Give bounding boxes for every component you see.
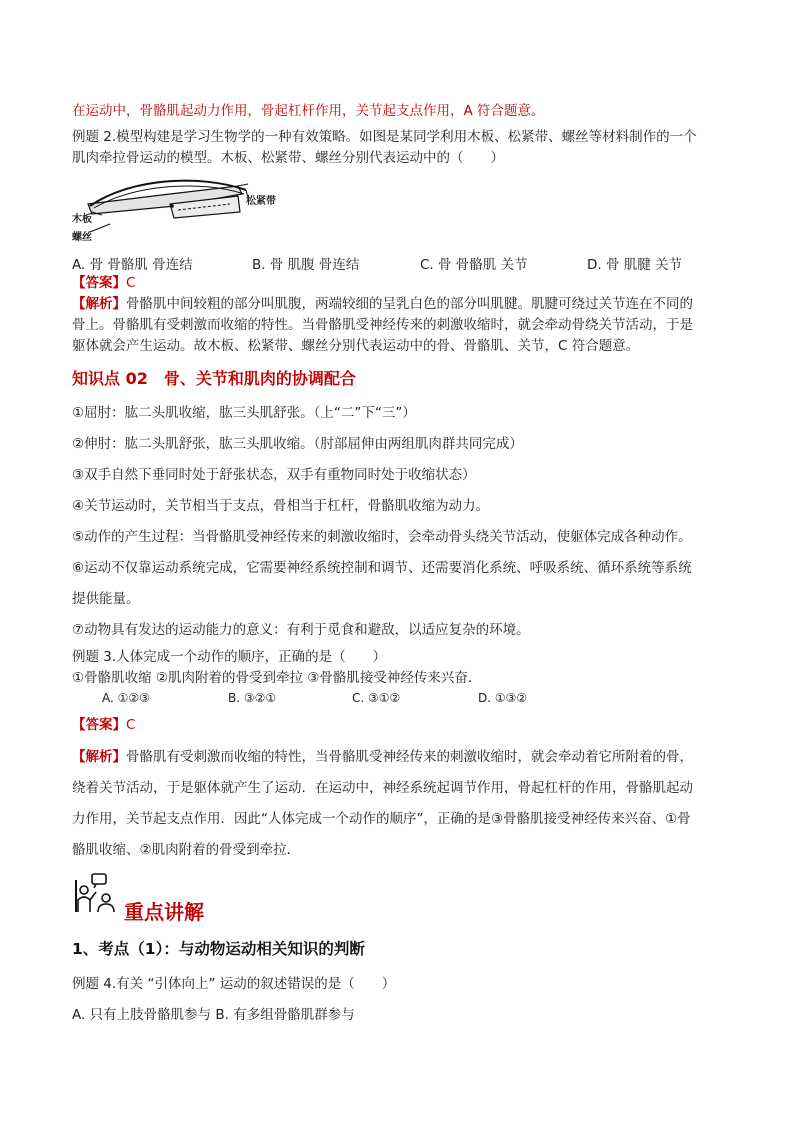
example-2-label: 例题 2.: [72, 129, 117, 145]
option-c[interactable]: C. 骨 骨骼肌 关节: [420, 257, 528, 273]
analysis-2-line3: 力作用，关节起支点作用．因此“人体完成一个动作的顺序”，正确的是③骨骼肌接受神经传来兴奋、①骨: [72, 811, 691, 827]
analysis-1: 【解析】骨骼肌中间较粗的部分叫肌腹，两端较细的呈乳白色的部分叫肌腱。肌腱可绕过关节连在不同的: [72, 296, 693, 312]
example-3-items: ①骨骼肌收缩 ②肌肉附着的骨受到牵拉 ③骨骼肌接受神经传来兴奋．: [72, 670, 482, 686]
example-2-question-cont: 肌肉牵拉骨运动的模型。木板、松紧带、螺丝分别代表运动中的（ ）: [72, 150, 504, 166]
focus-heading: 重点讲解: [124, 900, 204, 924]
option-d[interactable]: D. 骨 肌腱 关节: [587, 257, 683, 273]
point-1: ①屈肘：肱二头肌收缩，肱三头肌舒张。（上“二”下“三”）: [72, 405, 416, 421]
point-6-cont: 提供能量。: [72, 591, 140, 607]
explanation-line: 在运动中，骨骼肌起动力作用，骨起杠杆作用，关节起支点作用，A 符合题意。: [72, 103, 545, 119]
model-diagram: [70, 172, 285, 247]
exam-point-1-heading: 1、考点（1）：与动物运动相关知识的判断: [72, 940, 365, 958]
point-6: ⑥运动不仅靠运动系统完成，它需要神经系统控制和调节、还需要消化系统、呼吸系统、循环系统等系统: [72, 560, 692, 576]
answer-2: 【答案】C: [72, 717, 136, 733]
example-4-options: A. 只有上肢骨骼肌参与 B. 有多组骨骼肌群参与: [72, 1007, 355, 1023]
analysis-2-line4: 骼肌收缩、②肌肉附着的骨受到牵拉．: [72, 842, 301, 858]
option-b[interactable]: B. ③②①: [228, 691, 277, 705]
teacher-icon: [74, 872, 122, 916]
point-7: ⑦动物具有发达的运动能力的意义：有利于觅食和避敌，以适应复杂的环境。: [72, 622, 530, 638]
screw-dot: [170, 204, 174, 208]
example-4-question: 例题 4.有关 “引体向上” 运动的叙述错误的是（ ）: [72, 976, 396, 992]
example-3-question: 例题 3.人体完成一个动作的顺序，正确的是（ ）: [72, 649, 387, 665]
analysis-2-line2: 绕着关节活动，于是躯体就产生了运动．在运动中，神经系统起调节作用，骨起杠杆的作用，骨骼肌起动: [72, 780, 693, 796]
analysis-2: 【解析】骨骼肌有受刺激而收缩的特性，当骨骼肌受神经传来的刺激收缩时，就会牵动着它所附着的骨，: [72, 749, 693, 765]
option-b[interactable]: B. 骨 肌腹 骨连结: [252, 257, 360, 273]
model-figure: [70, 172, 285, 247]
point-5: ⑤动作的产生过程：当骨骼肌受神经传来的刺激收缩时，会牵动骨头绕关节活动，使躯体完成各种动作。: [72, 529, 692, 545]
option-c[interactable]: C. ③①②: [352, 691, 401, 705]
example-2-question: 例题 2.模型构建是学习生物学的一种有效策略。如图是某同学利用木板、松紧带、螺丝等材料制作的一个: [72, 129, 697, 145]
analysis-1-line3: 躯体就会产生运动。故木板、松紧带、螺丝分别代表运动中的骨、骨骼肌、关节，C 符合题意。: [72, 338, 640, 354]
knowledge-point-heading: 知识点 02 骨、关节和肌肉的协调配合: [72, 369, 356, 388]
label-board: 木板: [72, 214, 92, 225]
label-strap: 松紧带: [246, 196, 276, 207]
point-3: ③双手自然下垂同时处于舒张状态，双手有重物同时处于收缩状态）: [72, 467, 476, 483]
analysis-1-line2: 骨上。骨骼肌有受刺激而收缩的特性。当骨骼肌受神经传来的刺激收缩时，就会牵动骨绕关节活动，于是: [72, 317, 693, 333]
label-screw: 螺丝: [72, 232, 92, 243]
point-2: ②伸肘：肱二头肌舒张，肱三头肌收缩。（肘部屈伸由两组肌肉群共同完成）: [72, 436, 523, 452]
point-4: ④关节运动时，关节相当于支点，骨相当于杠杆，骨骼肌收缩为动力。: [72, 498, 490, 514]
option-a[interactable]: A. ①②③: [102, 691, 150, 705]
option-d[interactable]: D. ①③②: [478, 691, 528, 705]
option-a[interactable]: A. 骨 骨骼肌 骨连结: [72, 257, 193, 273]
answer-1: 【答案】C: [72, 275, 136, 291]
